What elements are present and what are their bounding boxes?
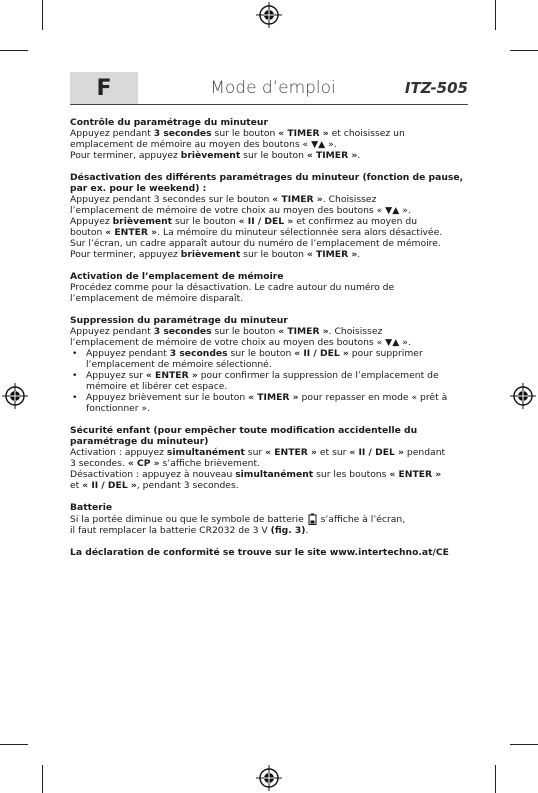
emphasis-text: « ENTER » — [105, 227, 158, 238]
body-text: sur le bouton — [227, 348, 295, 359]
body-text: l’emplacement de mémoire disparaît. — [70, 293, 244, 304]
list-item — [70, 348, 470, 370]
emphasis-text: « TIMER » — [306, 249, 358, 260]
emphasis-text: brièvement — [180, 249, 241, 260]
body-text: sur le bouton — [211, 326, 279, 337]
body-text: . La mémoire du minuteur sélectionnée sera alors désactivée. — [157, 227, 443, 238]
body-text: Appuyez pendant — [70, 128, 154, 139]
emphasis-text: « CP » — [127, 458, 160, 469]
section-heading: Suppression du paramétrage du minuteur — [70, 315, 288, 326]
body-text: Pour terminer, appuyez — [70, 150, 181, 161]
bullet-list — [70, 348, 470, 414]
body-text: Activation : appuyez — [70, 447, 167, 458]
emphasis-text: « ENTER » — [265, 447, 317, 458]
section — [70, 502, 470, 536]
body-text: Désactivation : appuyez à nouveau — [70, 469, 236, 480]
crop-mark-top-left-vertical — [42, 0, 43, 30]
model-number: ITZ-505 — [404, 79, 468, 97]
text-line — [70, 525, 470, 536]
registration-mark-left-icon — [2, 383, 28, 409]
body-text: Procédez comme pour la désactivation. Le cadre autour du numéro de — [70, 282, 395, 293]
section-heading: La déclaration de conformité se trouve sur le site www.intertechno.at/CE — [70, 547, 449, 558]
emphasis-text: brièvement — [112, 216, 173, 227]
section-heading: Désactivation des différents paramétrages du minuteur (fonction de pause, par ex. pour le weekend) : — [70, 172, 464, 194]
text-line — [70, 150, 470, 161]
emphasis-text: « TIMER » — [272, 194, 323, 205]
section — [70, 315, 470, 414]
body-text: pendant — [404, 447, 446, 458]
page-header — [70, 72, 468, 104]
crop-mark-top-left-horizontal — [0, 50, 28, 51]
text-line — [70, 513, 470, 525]
section — [70, 547, 470, 558]
text-line — [70, 194, 470, 205]
emphasis-text: « II / DEL » — [349, 447, 404, 458]
body-text: 3 secondes. — [70, 458, 128, 469]
body-text: . Choisissez — [328, 326, 383, 337]
text-line — [70, 128, 470, 139]
registration-mark-bottom-icon — [256, 765, 282, 791]
manual-content — [70, 117, 470, 569]
text-line — [70, 293, 470, 304]
section-heading: Activation de l’emplacement de mémoire — [70, 271, 284, 282]
crop-mark-top-right-horizontal — [510, 50, 538, 51]
text-line — [70, 337, 470, 348]
emphasis-text: simultanément — [235, 469, 314, 480]
body-text: Appuyez — [70, 216, 113, 227]
emphasis-text: 3 secondes — [169, 348, 228, 359]
text-line — [70, 216, 470, 227]
body-text: Appuyez pendant — [86, 348, 170, 359]
emphasis-text: « ENTER » — [389, 469, 442, 480]
body-text: pour repasser en mode « prêt à fonctionner ». — [86, 392, 448, 414]
body-text: Appuyez sur — [86, 370, 146, 381]
emphasis-text: « ENTER » — [145, 370, 198, 381]
body-text: , pendant 3 secondes. — [136, 480, 239, 491]
body-text: emplacement de mémoire au moyen des boutons « ▼▲ ». — [70, 139, 337, 150]
emphasis-text: brièvement — [180, 150, 241, 161]
emphasis-text: simultanément — [166, 447, 245, 458]
body-text: . — [357, 150, 361, 161]
body-text: l’emplacement de mémoire de votre choix au moyen des boutons « ▼▲ ». — [70, 205, 411, 216]
emphasis-text: (fig. 3) — [270, 525, 306, 536]
emphasis-text: « TIMER » — [306, 150, 358, 161]
body-text: sur le bouton — [240, 249, 307, 260]
list-item — [70, 370, 470, 392]
registration-mark-top-icon — [256, 2, 282, 28]
body-text: pour confirmer la suppression de l’emplacement de mémoire et libérer cet espace. — [86, 370, 439, 392]
body-text: s’affiche brièvement. — [159, 458, 261, 469]
body-text: Appuyez pendant — [70, 326, 154, 337]
emphasis-text: 3 secondes — [153, 326, 212, 337]
body-text: . — [357, 249, 361, 260]
text-line — [70, 282, 470, 293]
text-line — [70, 227, 470, 238]
text-line — [70, 447, 470, 458]
body-text: Si la portée diminue ou que le symbole de batterie — [70, 514, 307, 525]
text-line — [70, 458, 470, 469]
body-text: l’emplacement de mémoire de votre choix au moyen des boutons « ▼▲ ». — [70, 337, 411, 348]
body-text: bouton — [70, 227, 106, 238]
crop-mark-top-right-vertical — [495, 0, 496, 30]
page-title: Mode d’emploi — [210, 78, 336, 98]
body-text: sur les boutons — [313, 469, 390, 480]
emphasis-text: 3 secondes — [153, 128, 212, 139]
body-text: . Choisissez — [322, 194, 377, 205]
emphasis-text: « II / DEL » — [294, 348, 349, 359]
emphasis-text: « II / DEL » — [82, 480, 137, 491]
crop-mark-bottom-right-horizontal — [510, 744, 538, 745]
language-badge: F — [70, 72, 138, 104]
registration-mark-right-icon — [510, 383, 536, 409]
body-text: et confirmez au moyen du — [293, 216, 418, 227]
text-line — [70, 469, 470, 480]
section — [70, 271, 470, 304]
body-text: Appuyez pendant 3 secondes sur le bouton — [70, 194, 273, 205]
body-text: s’affiche à l’écran, — [317, 514, 406, 525]
text-line — [70, 205, 470, 216]
section-heading: Contrôle du paramétrage du minuteur — [70, 117, 268, 128]
body-text: et — [70, 480, 83, 491]
section — [70, 425, 470, 491]
header-divider — [70, 104, 468, 105]
body-text: sur le bouton — [211, 128, 279, 139]
body-text: et choisissez un — [328, 128, 405, 139]
body-text: Appuyez brièvement sur le bouton — [86, 392, 249, 403]
body-text: il faut remplacer la batterie CR2032 de 3 V — [70, 525, 271, 536]
body-text: sur le bouton — [172, 216, 239, 227]
text-line — [70, 480, 470, 491]
section-heading: Batterie — [70, 502, 113, 513]
section-heading: Sécurité enfant (pour empêcher toute modification accidentelle du paramétrage du minuteur) — [70, 425, 418, 447]
section — [70, 172, 470, 260]
body-text: pour supprimer l’emplacement de mémoire sélectionné. — [86, 348, 423, 370]
section — [70, 117, 470, 161]
body-text: . — [305, 525, 309, 536]
list-item — [70, 392, 470, 414]
battery-icon — [308, 513, 317, 525]
body-text: sur le bouton — [240, 150, 307, 161]
emphasis-text: « II / DEL » — [238, 216, 294, 227]
text-line — [70, 238, 470, 249]
text-line — [70, 139, 470, 150]
crop-mark-bottom-left-vertical — [42, 765, 43, 793]
emphasis-text: « TIMER » — [278, 326, 329, 337]
emphasis-text: « TIMER » — [248, 392, 299, 403]
body-text: sur — [244, 447, 266, 458]
crop-mark-bottom-right-vertical — [495, 765, 496, 793]
crop-mark-bottom-left-horizontal — [0, 744, 28, 745]
body-text: Pour terminer, appuyez — [70, 249, 181, 260]
text-line — [70, 249, 470, 260]
body-text: et sur — [316, 447, 350, 458]
emphasis-text: « TIMER » — [278, 128, 329, 139]
body-text: Sur l’écran, un cadre apparaît autour du numéro de l’emplacement de mémoire. — [70, 238, 441, 249]
text-line — [70, 326, 470, 337]
